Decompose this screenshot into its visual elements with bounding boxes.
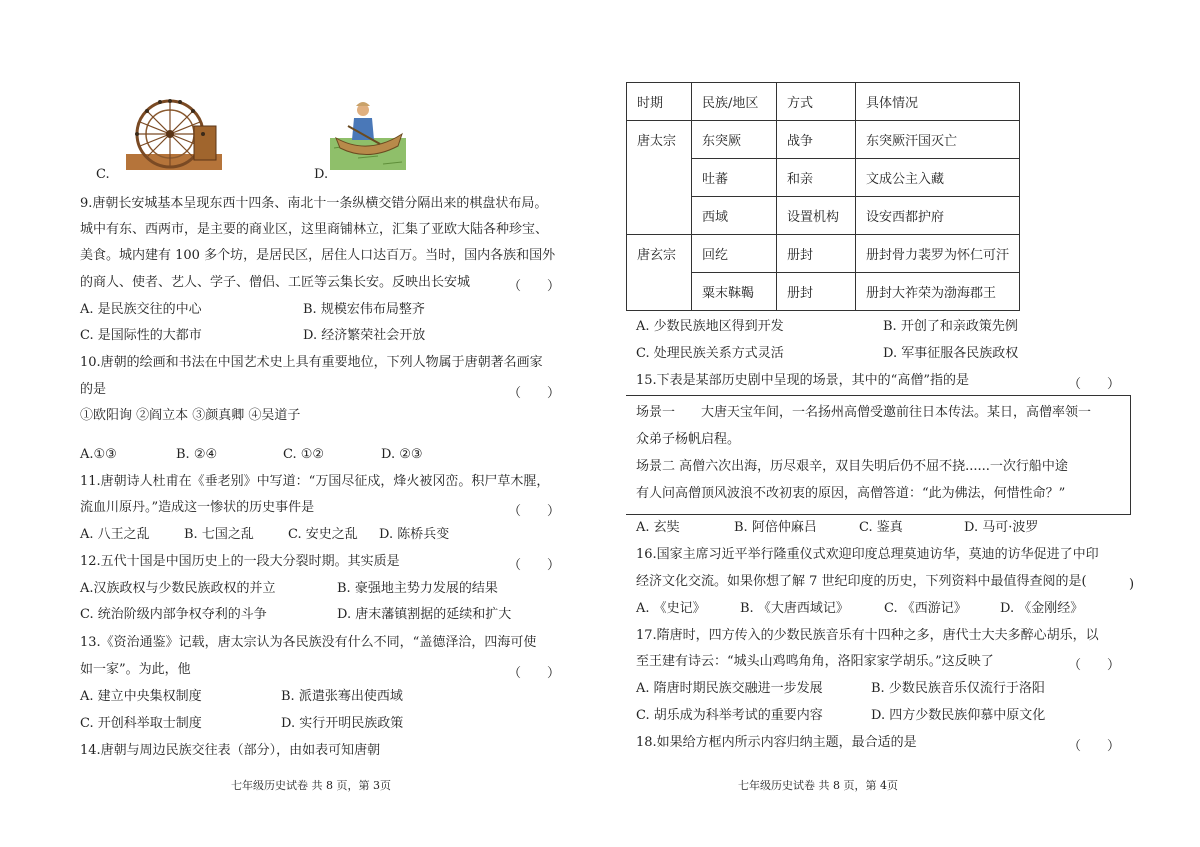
q17-option-b: B. 少数民族音乐仅流行于洛阳: [871, 681, 1045, 696]
q17-option-c: C. 胡乐成为科举考试的重要内容: [636, 708, 823, 723]
q11-option-a: A. 八王之乱: [80, 527, 150, 542]
table-row: [627, 235, 1020, 273]
table-header-cell: 具体情况: [856, 83, 1020, 121]
table-cell: 战争: [777, 121, 856, 159]
table-cell: 回纥: [692, 235, 777, 273]
q11-line-2: 流血川原丹。”造成这一惨状的历史事件是: [80, 500, 315, 515]
q14-option-c: C. 处理民族关系方式灵活: [636, 346, 784, 361]
q15-option-c: C. 鉴真: [859, 520, 903, 535]
q15-answer-paren: （ ）: [1068, 377, 1121, 392]
q16-option-b: B. 《大唐西域记》: [740, 601, 849, 616]
q17-line-2: 至王建有诗云：“城头山鸡鸣角角，洛阳家家学胡乐。”这反映了: [636, 654, 994, 669]
q13-answer-paren: （ ）: [508, 666, 561, 681]
table-cell: 粟末靺鞨: [692, 273, 777, 311]
q9-option-b: B. 规模宏伟布局整齐: [303, 302, 425, 317]
page-footer-right: 七年级历史试卷 共 8 页，第 4页: [738, 779, 898, 792]
q9-line-2: 城中有东、西两市，是主要的商业区，这里商铺林立，汇集了亚欧大陆各种珍宝、: [80, 222, 549, 237]
q12-option-c: C. 统治阶级内部争权夺利的斗争: [80, 607, 267, 622]
q10-line-2: 的是: [80, 382, 107, 397]
q15-option-a: A. 玄奘: [636, 520, 680, 535]
table-cell: 册封骨力裴罗为怀仁可汗: [856, 235, 1020, 273]
q10-answer-paren: （ ）: [508, 386, 561, 401]
q12-answer-paren: （ ）: [508, 558, 561, 573]
q13-line-2: 如一家”。为此，他: [80, 662, 191, 677]
q15-option-b: B. 阿倍仲麻吕: [734, 520, 817, 535]
q10-option-b: B. ②④: [176, 447, 218, 462]
q14-line-1: 14.唐朝与周边民族交往表（部分），由如表可知唐朝: [80, 743, 381, 758]
q14-option-d: D. 军事征服各民族政权: [883, 346, 1019, 361]
scene-line-3: 场景二 高僧六次出海，历尽艰辛，双目失明后仍不屈不挠......一次行船中途: [636, 459, 1068, 474]
right-page: [600, 0, 1200, 847]
table-cell: 东突厥汗国灭亡: [856, 121, 1020, 159]
q16-option-c: C. 《西游记》: [884, 601, 967, 616]
table-cell: 册封: [777, 273, 856, 311]
q13-line-1: 13.《资治通鉴》记载，唐太宗认为各民族没有什么不同，“盖德泽洽，四海可使: [80, 635, 537, 650]
table-header-row: [627, 83, 1020, 121]
q13-option-b: B. 派遣张骞出使西域: [281, 689, 403, 704]
page-footer-left: 七年级历史试卷 共 8 页，第 3页: [231, 779, 391, 792]
q15-option-d: D. 马可·波罗: [964, 520, 1039, 535]
q17-answer-paren: （ ）: [1068, 658, 1121, 673]
q14-option-a: A. 少数民族地区得到开发: [636, 319, 784, 334]
scene-line-1: 场景一 大唐天宝年间，一名扬州高僧受邀前往日本传法。某日，高僧率领一: [636, 405, 1092, 420]
q18-answer-paren: （ ）: [1068, 739, 1121, 754]
q10-option-d: D. ②③: [381, 447, 423, 462]
image-c-label: C.: [96, 167, 110, 182]
q16-answer-paren: ): [1116, 577, 1135, 592]
ethnic-relations-table: [626, 82, 1020, 311]
q15-line-1: 15.下表是某部历史剧中呈现的场景，其中的“高僧”指的是: [636, 373, 969, 388]
waterwheel-image: [124, 96, 224, 172]
table-cell: 册封大祚荣为渤海郡王: [856, 273, 1020, 311]
period-cell: 唐太宗: [627, 121, 692, 235]
table-header-cell: 方式: [777, 83, 856, 121]
q11-line-1: 11.唐朝诗人杜甫在《垂老别》中写道：“万国尽征戍，烽火被冈峦。积尸草木腥，: [80, 474, 550, 489]
q13-option-d: D. 实行开明民族政策: [281, 716, 404, 731]
q9-option-a: A. 是民族交往的中心: [80, 302, 202, 317]
q10-items: ①欧阳询 ②阎立本 ③颜真卿 ④吴道子: [80, 408, 301, 423]
period-cell: 唐玄宗: [627, 235, 692, 311]
boat-figure-image: [328, 98, 408, 172]
q17-option-d: D. 四方少数民族仰慕中原文化: [871, 708, 1046, 723]
q9-option-d: D. 经济繁荣社会开放: [303, 328, 426, 343]
scene-line-2: 众弟子杨帆启程。: [636, 432, 741, 447]
q12-option-d: D. 唐末藩镇割据的延续和扩大: [337, 607, 512, 622]
q11-option-c: C. 安史之乱: [288, 527, 358, 542]
q10-line-1: 10.唐朝的绘画和书法在中国艺术史上具有重要地位，下列人物属于唐朝著名画家: [80, 355, 543, 370]
q14-option-b: B. 开创了和亲政策先例: [883, 319, 1018, 334]
table-cell: 吐蕃: [692, 159, 777, 197]
q12-option-b: B. 豪强地主势力发展的结果: [337, 581, 498, 596]
table-cell: 文成公主入藏: [856, 159, 1020, 197]
scene-line-4: 有人问高僧顶风波浪不改初衷的原因，高僧答道：“此为佛法，何惜性命？”: [636, 486, 1066, 501]
q9-line-3: 美食。城内建有 100 多个坊，是居民区，居住人口达百万。当时，国内各族和国外: [80, 248, 556, 263]
q16-line-1: 16.国家主席习近平举行隆重仪式欢迎印度总理莫迪访华，莫迪的访华促进了中印: [636, 547, 1099, 562]
q9-line-4: 的商人、使者、艺人、学子、僧侣、工匠等云集长安。反映出长安城: [80, 275, 471, 290]
q9-option-c: C. 是国际性的大都市: [80, 328, 202, 343]
q16-option-a: A. 《史记》: [636, 601, 706, 616]
q16-line-2: 经济文化交流。如果你想了解 7 世纪印度的历史，下列资料中最值得查阅的是(: [636, 574, 1087, 589]
table-cell: 和亲: [777, 159, 856, 197]
q17-option-a: A. 隋唐时期民族交融进一步发展: [636, 681, 823, 696]
q12-option-a: A.汉族政权与少数民族政权的并立: [80, 581, 276, 596]
q18-line-1: 18.如果给方框内所示内容归纳主题，最合适的是: [636, 735, 917, 750]
table-cell: 册封: [777, 235, 856, 273]
table-cell: 西域: [692, 197, 777, 235]
q17-line-1: 17.隋唐时，四方传入的少数民族音乐有十四种之多，唐代士大夫多醉心胡乐，以: [636, 628, 1099, 643]
table-header-cell: 民族/地区: [692, 83, 777, 121]
table-header-cell: 时期: [627, 83, 692, 121]
q9-answer-paren: （ ）: [508, 279, 561, 294]
table-row: [627, 121, 1020, 159]
q13-option-c: C. 开创科举取士制度: [80, 716, 202, 731]
q16-option-d: D. 《金刚经》: [1000, 601, 1084, 616]
q13-option-a: A. 建立中央集权制度: [80, 689, 202, 704]
q9-line-1: 9.唐朝长安城基本呈现东西十四条、南北十一条纵横交错分隔出来的棋盘状布局。: [80, 196, 548, 211]
table-cell: 设安西都护府: [856, 197, 1020, 235]
q11-answer-paren: （ ）: [508, 504, 561, 519]
table-cell: 设置机构: [777, 197, 856, 235]
q10-option-c: C. ①②: [283, 447, 325, 462]
q12-line-1: 12.五代十国是中国历史上的一段大分裂时期。其实质是: [80, 554, 400, 569]
q10-option-a: A.①③: [80, 447, 117, 462]
table-cell: 东突厥: [692, 121, 777, 159]
q11-option-d: D. 陈桥兵变: [379, 527, 450, 542]
image-d-label: D.: [314, 167, 329, 182]
q11-option-b: B. 七国之乱: [184, 527, 254, 542]
